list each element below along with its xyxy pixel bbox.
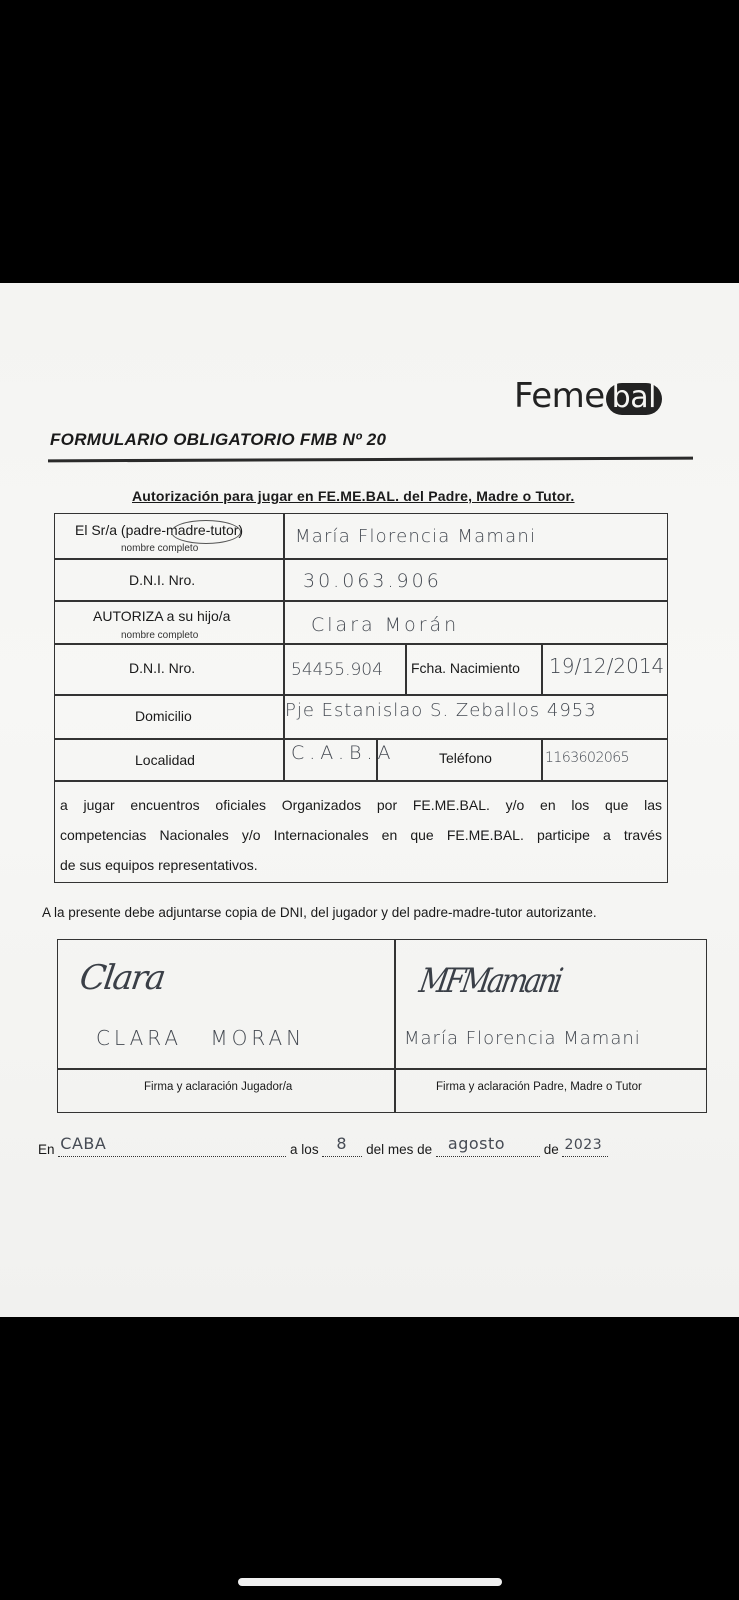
parent-dni-value: 30.063.906 <box>303 570 442 592</box>
col-divider <box>541 738 543 780</box>
mes-label: del mes de <box>366 1142 433 1157</box>
address-label: Domicilio <box>135 708 192 724</box>
child-dni-label: D.N.I. Nro. <box>129 660 196 676</box>
row-divider <box>55 738 667 740</box>
signing-place-date <box>38 1134 678 1157</box>
authorization-table <box>54 513 668 883</box>
place-value: CABA <box>60 1134 107 1153</box>
parent-name-value: María Florencia Mamani <box>295 526 537 547</box>
address-value: Pje Estanislao S. Zeballos 4953 <box>285 700 597 721</box>
title-divider <box>48 457 693 463</box>
phone-value: 1163602065 <box>545 750 630 766</box>
year-field <box>562 1137 608 1157</box>
de-label: de <box>543 1142 559 1157</box>
authorization-text-line: de sus equipos representativos. <box>60 857 258 873</box>
parent-printed-name: María Florencia Mamani <box>404 1028 641 1049</box>
city-value: C.A.B.A <box>291 742 396 764</box>
parent-signature-caption: Firma y aclaración Padre, Madre o Tutor <box>436 1081 642 1093</box>
player-printed-name: CLARA MORAN <box>96 1026 306 1050</box>
day-value: 8 <box>336 1134 348 1153</box>
birth-date-label: Fcha. Nacimiento <box>411 660 520 676</box>
form-subtitle: Autorización para jugar en FE.ME.BAL. del Padre, Madre o Tutor. <box>132 488 575 504</box>
row-divider <box>55 780 667 782</box>
a-los-label: a los <box>290 1142 319 1157</box>
child-name-value: Clara Morán <box>311 614 460 636</box>
parent-dni-label: D.N.I. Nro. <box>129 572 196 588</box>
day-field <box>322 1134 362 1157</box>
form-document <box>0 283 739 1317</box>
year-value: 2023 <box>564 1137 603 1153</box>
authorization-text-line: a jugar encuentros oficiales Organizados por FE.ME.BAL. y/o en los que las <box>60 797 662 813</box>
child-dni-value: 54455.904 <box>291 660 383 680</box>
row-divider <box>55 600 667 602</box>
child-label-sub: nombre completo <box>121 630 199 641</box>
attachment-notice: A la presente debe adjuntarse copia de DNI, del jugador y del padre-madre-tutor autorizante. <box>42 905 597 920</box>
row-divider <box>55 558 667 560</box>
parent-signature: MFMamani <box>416 960 564 1001</box>
parent-label: El Sr/a (padre-madre-tutor) <box>75 522 244 538</box>
en-label: En <box>38 1142 55 1157</box>
madre-circle-mark <box>171 520 241 544</box>
authorization-text-line: competencias Nacionales y/o Internacionales en que FE.ME.BAL. participe a través <box>60 827 662 843</box>
row-divider <box>55 643 667 645</box>
place-field <box>58 1134 286 1157</box>
form-title: FORMULARIO OBLIGATORIO FMB Nº 20 <box>50 430 387 449</box>
col-divider <box>405 643 407 694</box>
home-indicator[interactable] <box>238 1578 502 1586</box>
parent-label-sub: nombre completo <box>121 543 199 554</box>
row-divider <box>58 1068 706 1070</box>
birth-date-value: 19/12/2014 <box>549 654 665 678</box>
col-divider <box>283 514 285 780</box>
month-field <box>436 1134 540 1157</box>
signature-table <box>57 939 707 1113</box>
phone-label: Teléfono <box>439 750 492 766</box>
col-divider <box>541 643 543 694</box>
player-signature-caption: Firma y aclaración Jugador/a <box>144 1081 293 1093</box>
child-label: AUTORIZA a su hijo/a <box>93 608 231 624</box>
city-label: Localidad <box>135 752 195 768</box>
femebal-logo: Feme bal <box>514 376 662 416</box>
row-divider <box>55 694 667 696</box>
month-value: agosto <box>447 1134 506 1153</box>
col-divider <box>394 940 396 1112</box>
authorization-text <box>60 790 662 880</box>
player-signature: Clara <box>77 958 167 998</box>
